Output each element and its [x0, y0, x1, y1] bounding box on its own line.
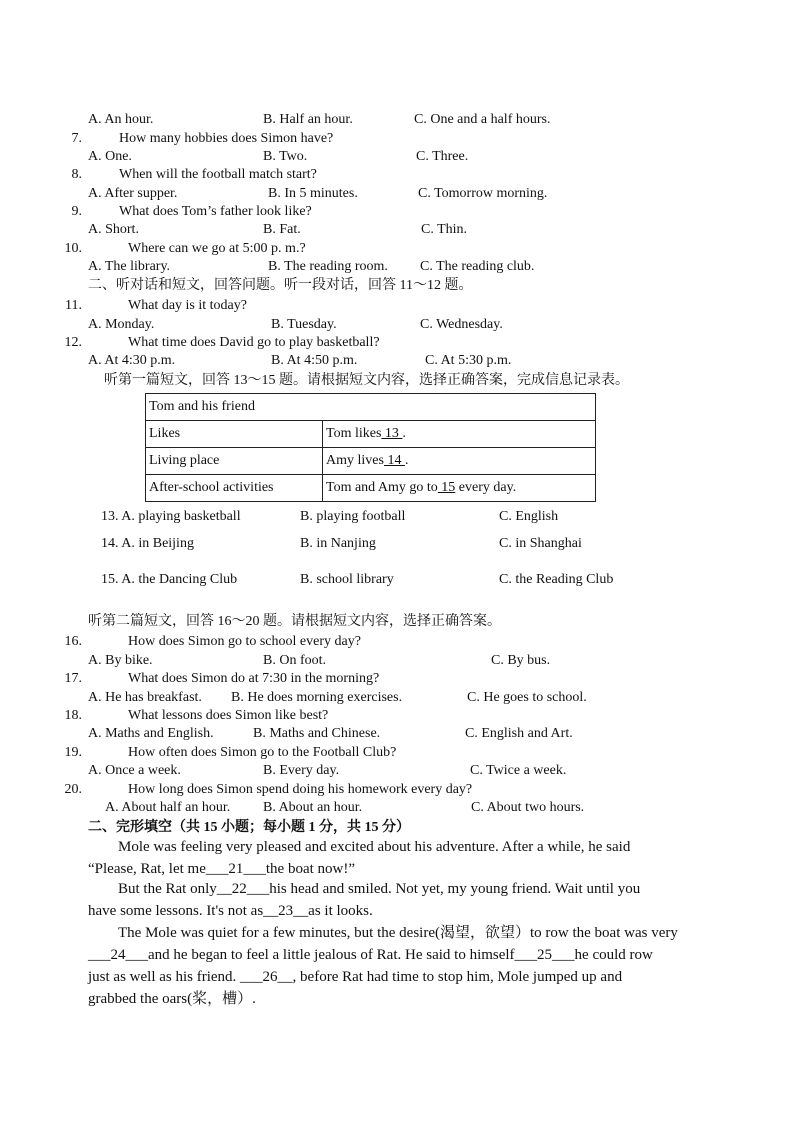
q20-number: 20. [64, 782, 82, 797]
q9-question: What does Tom’s father look like? [119, 204, 312, 219]
table-title: Tom and his friend [146, 394, 596, 421]
q14-option-b: B. in Nanjing [300, 536, 376, 551]
table-cell-value: Tom and Amy go to 15 every day. [323, 475, 596, 502]
q7-option-c: C. Three. [416, 149, 469, 164]
q16-option-b: B. On foot. [263, 653, 326, 668]
q11-question: What day is it today? [128, 298, 247, 313]
q16-option-c: C. By bus. [491, 653, 551, 668]
q7-option-b: B. Two. [263, 149, 308, 164]
q8-number: 8. [71, 167, 82, 182]
q17-option-c: C. He goes to school. [467, 690, 587, 705]
q11-option-c: C. Wednesday. [420, 317, 503, 332]
table-row [146, 394, 596, 421]
q20-option-a: A. About half an hour. [105, 800, 231, 815]
q11-number: 11. [65, 298, 82, 313]
q18-number: 18. [64, 708, 82, 723]
cloze-line: grabbed the oars(桨，槽）. [88, 991, 256, 1007]
q12-option-c: C. At 5:30 p.m. [425, 353, 512, 368]
q10-question: Where can we go at 5:00 p. m.? [128, 241, 306, 256]
q20-option-c: C. About two hours. [471, 800, 585, 815]
q17-option-a: A. He has breakfast. [88, 690, 202, 705]
q12-option-b: B. At 4:50 p.m. [271, 353, 358, 368]
table-cell-label: Living place [146, 448, 323, 475]
q11-option-b: B. Tuesday. [271, 317, 337, 332]
cloze-line: The Mole was quiet for a few minutes, but the desire(渴望，欲望）to row the boat was very [118, 925, 678, 941]
section-2-heading: 二、听对话和短文，回答问题。听一段对话，回答 11～12 题。 [88, 278, 473, 293]
q18-option-c: C. English and Art. [465, 726, 573, 741]
q16-number: 16. [64, 634, 82, 649]
q8-option-a: A. After supper. [88, 186, 178, 201]
q17-option-b: B. He does morning exercises. [231, 690, 403, 705]
q14-option-a: 14. A. in Beijing [101, 536, 194, 551]
cloze-line: Mole was feeling very pleased and excited about his adventure. After a while, he said [118, 839, 631, 855]
cloze-heading: 二、完形填空（共 15 小题；每小题 1 分，共 15 分） [88, 820, 410, 835]
q18-question: What lessons does Simon like best? [128, 708, 329, 723]
cloze-line: But the Rat only__22___his head and smiled. Not yet, my young friend. Wait until you [118, 881, 641, 897]
q8-option-b: B. In 5 minutes. [268, 186, 358, 201]
q9-number: 9. [71, 204, 82, 219]
q9-option-b: B. Fat. [263, 222, 301, 237]
q13-option-b: B. playing football [300, 509, 406, 524]
cloze-line: just as well as his friend. ___26__, before Rat had time to stop him, Mole jumped up and [88, 969, 623, 985]
q15-option-a: 15. A. the Dancing Club [101, 572, 238, 587]
q7-option-a: A. One. [88, 149, 132, 164]
table-cell-value: Tom likes 13 . [323, 421, 596, 448]
q17-question: What does Simon do at 7:30 in the morning? [128, 671, 380, 686]
q9-option-c: C. Thin. [421, 222, 468, 237]
q15-option-c: C. the Reading Club [499, 572, 614, 587]
q20-option-b: B. About an hour. [263, 800, 363, 815]
q10-number: 10. [64, 241, 82, 256]
q18-option-b: B. Maths and Chinese. [253, 726, 381, 741]
q8-question: When will the football match start? [119, 167, 317, 182]
table-row [146, 421, 596, 448]
passage-1-instruction: 听第一篇短文，回答 13～15 题。请根据短文内容，选择正确答案，完成信息记录表。 [104, 373, 629, 388]
q19-option-b: B. Every day. [263, 763, 340, 778]
table-cell-label: After-school activities [146, 475, 323, 502]
q19-option-c: C. Twice a week. [470, 763, 567, 778]
q8-option-c: C. Tomorrow morning. [418, 186, 548, 201]
q19-number: 19. [64, 745, 82, 760]
cloze-line: “Please, Rat, let me___21___the boat now!” [88, 861, 356, 877]
table-cell-label: Likes [146, 421, 323, 448]
q11-option-a: A. Monday. [88, 317, 155, 332]
q6-option-c: C. One and a half hours. [414, 112, 551, 127]
q10-option-a: A. The library. [88, 259, 171, 274]
cloze-line: ___24___and he began to feel a little jealous of Rat. He said to himself___25___he could row [88, 947, 653, 963]
table-row [146, 475, 596, 502]
q10-option-c: C. The reading club. [420, 259, 535, 274]
q17-number: 17. [64, 671, 82, 686]
q19-option-a: A. Once a week. [88, 763, 181, 778]
table-row [146, 448, 596, 475]
q7-number: 7. [71, 131, 82, 146]
q12-question: What time does David go to play basketball? [128, 335, 380, 350]
q10-option-b: B. The reading room. [268, 259, 388, 274]
q20-question: How long does Simon spend doing his homework every day? [128, 782, 473, 797]
passage-2-instruction: 听第二篇短文，回答 16～20 题。请根据短文内容，选择正确答案。 [88, 614, 501, 629]
q6-option-a: A. An hour. [88, 112, 154, 127]
q18-option-a: A. Maths and English. [88, 726, 214, 741]
q19-question: How often does Simon go to the Football Club? [128, 745, 397, 760]
cloze-line: have some lessons. It's not as__23__as it looks. [88, 903, 373, 919]
table-cell-value: Amy lives 14 . [323, 448, 596, 475]
q16-question: How does Simon go to school every day? [128, 634, 361, 649]
q15-option-b: B. school library [300, 572, 394, 587]
q14-option-c: C. in Shanghai [499, 536, 582, 551]
q7-question: How many hobbies does Simon have? [119, 131, 334, 146]
q9-option-a: A. Short. [88, 222, 139, 237]
q6-option-b: B. Half an hour. [263, 112, 353, 127]
q12-option-a: A. At 4:30 p.m. [88, 353, 176, 368]
q13-option-a: 13. A. playing basketball [101, 509, 241, 524]
q16-option-a: A. By bike. [88, 653, 153, 668]
q13-option-c: C. English [499, 509, 559, 524]
q12-number: 12. [64, 335, 82, 350]
info-record-table [145, 393, 596, 502]
